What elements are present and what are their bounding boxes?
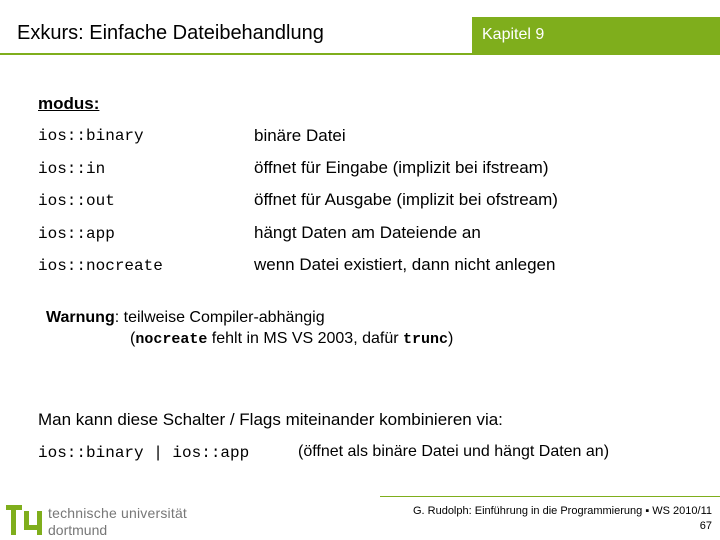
- combo-desc: (öffnet als binäre Datei und hängt Daten an): [298, 443, 610, 460]
- mode-code-out: ios::out: [38, 192, 115, 210]
- warning-code-trunc: trunc: [403, 331, 449, 348]
- mode-desc-in: öffnet für Eingabe (implizit bei ifstream): [254, 158, 549, 177]
- university-name-line2: dortmund: [48, 522, 108, 538]
- warning-paren-open: (: [130, 330, 136, 347]
- tu-logo-icon: [4, 503, 44, 537]
- mode-code-app: ios::app: [38, 225, 115, 243]
- warning-mid-text: fehlt in MS VS 2003, dafür: [207, 330, 404, 347]
- warning-detail: [130, 330, 453, 348]
- mode-desc-binary: binäre Datei: [254, 126, 346, 145]
- slide-title: Exkurs: Einfache Dateibehandlung: [17, 22, 324, 44]
- modus-heading: modus:: [38, 94, 100, 113]
- mode-desc-out: öffnet für Ausgabe (implizit bei ofstream): [254, 190, 558, 209]
- mode-code-binary: ios::binary: [38, 127, 144, 145]
- mode-desc-app: hängt Daten am Dateiende an: [254, 223, 481, 242]
- combo-code: ios::binary | ios::app: [38, 444, 250, 462]
- combine-text: Man kann diese Schalter / Flags miteinander kombinieren via:: [38, 410, 503, 429]
- university-name-line1: technische universität: [48, 505, 188, 521]
- warning-code-nocreate: nocreate: [135, 331, 208, 348]
- footer-rule: [380, 496, 720, 497]
- header-rule: [0, 53, 720, 55]
- warning-paren-close: ): [448, 330, 454, 347]
- mode-desc-nocreate: wenn Datei existiert, dann nicht anlegen: [254, 255, 556, 274]
- warning-line: [46, 309, 325, 327]
- mode-code-nocreate: ios::nocreate: [38, 257, 163, 275]
- chapter-label: Kapitel 9: [482, 26, 545, 43]
- chapter-box-divider: [470, 17, 472, 53]
- mode-code-in: ios::in: [38, 160, 106, 178]
- warning-label: Warnung: [46, 309, 115, 326]
- page-number: 67: [699, 520, 712, 532]
- footer-credit: G. Rudolph: Einführung in die Programmierung ▪ WS 2010/11: [412, 505, 712, 517]
- warning-text: : teilweise Compiler-abhängig: [114, 309, 325, 326]
